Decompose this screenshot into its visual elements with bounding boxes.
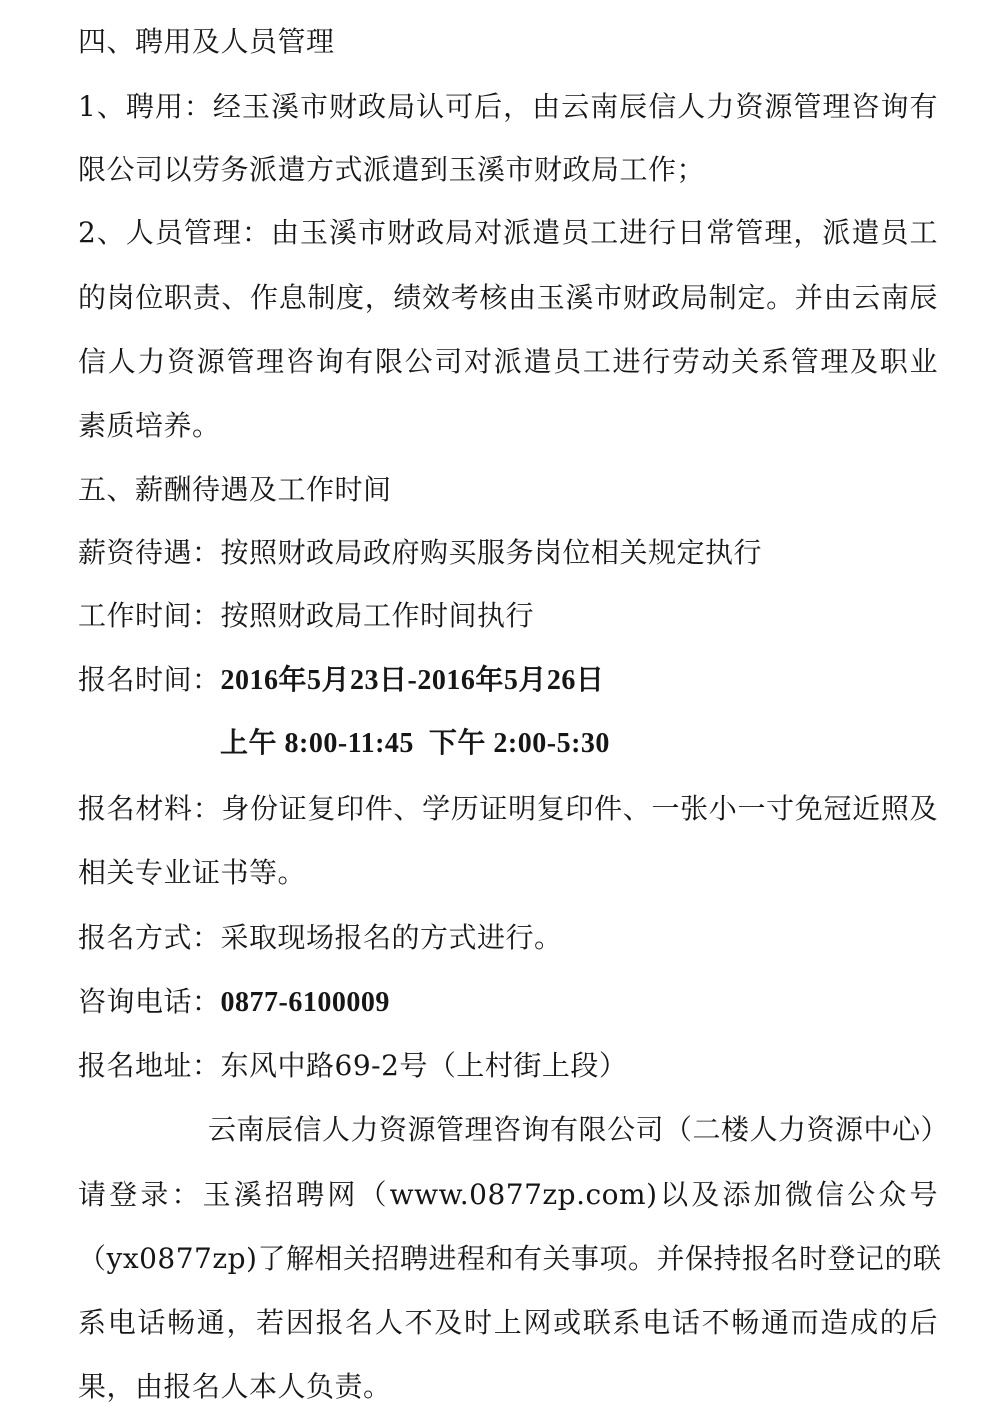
phone-line xyxy=(78,982,938,1023)
address-line xyxy=(78,1046,938,1086)
item-1-line-2: 限公司以劳务派遣方式派遣到玉溪市财政局工作； xyxy=(78,153,706,186)
registration-time-line xyxy=(78,660,938,701)
company-line: 云南辰信人力资源管理咨询有限公司（二楼人力资源中心） xyxy=(208,1113,950,1146)
item-2-line-4: 素质培养。 xyxy=(78,409,221,442)
worktime-line: 工作时间：按照财政局工作时间执行 xyxy=(78,599,535,632)
item-1-line-1: 1、聘用：经玉溪市财政局认可后，由云南辰信人力资源管理咨询有 xyxy=(78,90,938,123)
item-2-line-3: 信人力资源管理咨询有限公司对派遣员工进行劳动关系管理及职业 xyxy=(78,345,938,378)
phone-value: 0877-6100009 xyxy=(220,987,390,1018)
address-label: 报名地址： xyxy=(78,1049,221,1082)
salary-line: 薪资待遇：按照财政局政府购买服务岗位相关规定执行 xyxy=(78,536,763,569)
phone-label: 咨询电话： xyxy=(78,985,221,1018)
registration-method: 报名方式：采取现场报名的方式进行。 xyxy=(78,921,563,954)
login-line-2: （yx0877zp)了解相关招聘进程和有关事项。并保持报名时登记的联 xyxy=(78,1242,942,1275)
item-2-line-1: 2、人员管理：由玉溪市财政局对派遣员工进行日常管理，派遣员工 xyxy=(78,216,938,249)
item-2-line-2: 的岗位职责、作息制度，绩效考核由玉溪市财政局制定。并由云南辰 xyxy=(78,281,938,314)
login-line-4: 果，由报名人本人负责。 xyxy=(78,1370,392,1403)
registration-time-value: 2016年5月23日-2016年5月26日 xyxy=(220,665,605,696)
materials-line-1: 报名材料：身份证复印件、学历证明复印件、一张小一寸免冠近照及 xyxy=(78,792,938,825)
login-line-1: 请登录：玉溪招聘网（www.0877zp.com)以及添加微信公众号 xyxy=(78,1178,938,1211)
section-5-heading: 五、薪酬待遇及工作时间 xyxy=(78,473,392,506)
materials-line-2: 相关专业证书等。 xyxy=(78,856,307,889)
address-value: 东风中路69-2号（上村街上段） xyxy=(220,1049,628,1082)
login-line-3: 系电话畅通，若因报名人不及时上网或联系电话不畅通而造成的后 xyxy=(78,1306,938,1339)
registration-time-label: 报名时间： xyxy=(78,663,221,696)
section-4-heading: 四、聘用及人员管理 xyxy=(78,25,335,58)
registration-hours: 上午 8:00-11:45 下午 2:00-5:30 xyxy=(220,728,610,759)
